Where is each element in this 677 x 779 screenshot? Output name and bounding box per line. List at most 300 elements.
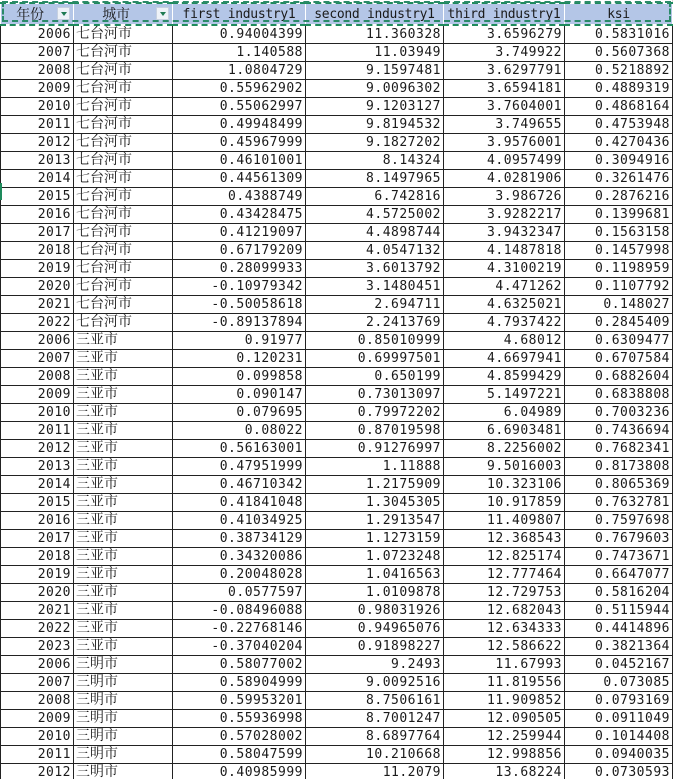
cell-second-industry[interactable]: 1.1273159 [306,530,444,548]
cell-ksi[interactable]: 0.0793169 [565,692,673,710]
table-row [1,728,673,746]
header-city[interactable] [74,3,173,25]
cell-year[interactable]: 2016 [1,206,74,224]
cell-second-industry[interactable]: 11.360328 [306,25,444,44]
table-row [1,494,673,512]
cell-ksi[interactable]: 0.8065369 [565,476,673,494]
cell-second-industry[interactable]: 0.98031926 [306,602,444,620]
cell-second-industry[interactable]: 1.2913547 [306,512,444,530]
header-label: ksi [607,6,630,22]
city-name: 七台河市 [76,44,132,60]
city-name: 三明市 [76,710,118,726]
cell-second-industry[interactable]: 0.73013097 [306,386,444,404]
cell-first-industry[interactable]: 0.41034925 [173,512,306,530]
cell-city[interactable] [74,188,173,206]
cell-city[interactable] [74,25,173,44]
table-row [1,98,673,116]
cell-second-industry[interactable]: 8.1497965 [306,170,444,188]
cell-city[interactable] [74,530,173,548]
cell-year[interactable]: 2009 [1,386,74,404]
city-name: 七台河市 [76,224,132,240]
cell-third-industry[interactable]: 11.819556 [444,674,565,692]
cell-ksi[interactable]: 0.5816204 [565,584,673,602]
cell-first-industry[interactable]: 0.59953201 [173,692,306,710]
cell-first-industry[interactable]: 0.55062997 [173,98,306,116]
cell-third-industry[interactable]: 12.634333 [444,620,565,638]
cell-ksi[interactable]: 0.6707584 [565,350,673,368]
table-row [1,710,673,728]
cell-ksi[interactable]: 0.1457998 [565,242,673,260]
cell-second-industry[interactable]: 9.0092516 [306,674,444,692]
cell-ksi[interactable]: 0.0730593 [565,764,673,779]
cell-third-industry[interactable]: 3.6297791 [444,62,565,80]
cell-year[interactable]: 2007 [1,44,74,62]
cell-second-industry[interactable]: 1.0109878 [306,584,444,602]
cell-second-industry[interactable]: 0.91276997 [306,440,444,458]
cell-third-industry[interactable]: 3.6596279 [444,25,565,44]
cell-second-industry[interactable]: 8.14324 [306,152,444,170]
cell-city[interactable] [74,152,173,170]
cell-first-industry[interactable]: 0.4388749 [173,188,306,206]
cell-city[interactable] [74,422,173,440]
cell-first-industry[interactable]: -0.08496088 [173,602,306,620]
cell-city[interactable] [74,206,173,224]
cell-city[interactable] [74,98,173,116]
cell-year[interactable]: 2019 [1,566,74,584]
cell-first-industry[interactable]: 0.57028002 [173,728,306,746]
cell-ksi[interactable]: 0.7003236 [565,404,673,422]
cell-first-industry[interactable]: 0.28099933 [173,260,306,278]
cell-second-industry[interactable]: 8.7506161 [306,692,444,710]
cell-year[interactable]: 2006 [1,25,74,44]
cell-third-industry[interactable]: 12.998856 [444,746,565,764]
cell-ksi[interactable]: 0.0452167 [565,656,673,674]
cell-ksi[interactable]: 0.1014408 [565,728,673,746]
cell-year[interactable]: 2008 [1,62,74,80]
cell-ksi[interactable]: 0.1107792 [565,278,673,296]
cell-ksi[interactable]: 0.8173808 [565,458,673,476]
cell-ksi[interactable]: 0.5115944 [565,602,673,620]
cell-ksi[interactable]: 0.7436694 [565,422,673,440]
cell-second-industry[interactable]: 1.0723248 [306,548,444,566]
city-name: 三亚市 [76,422,118,438]
cell-first-industry[interactable]: 0.45967999 [173,134,306,152]
cell-ksi[interactable]: 0.5831016 [565,25,673,44]
cell-city[interactable] [74,386,173,404]
cell-city[interactable] [74,656,173,674]
header-ksi[interactable] [565,3,673,25]
city-name: 三明市 [76,692,118,708]
cell-third-industry[interactable]: 11.409807 [444,512,565,530]
cell-year[interactable]: 2013 [1,152,74,170]
cell-ksi[interactable]: 0.3094916 [565,152,673,170]
cell-first-industry[interactable]: -0.10979342 [173,278,306,296]
city-name: 七台河市 [76,206,132,222]
filter-dropdown-icon[interactable] [57,7,70,20]
cell-year[interactable]: 2017 [1,530,74,548]
cell-second-industry[interactable]: 0.650199 [306,368,444,386]
cell-city[interactable] [74,494,173,512]
header-third-industry[interactable] [444,3,565,25]
cell-third-industry[interactable]: 9.5016003 [444,458,565,476]
cell-third-industry[interactable]: 6.6903481 [444,422,565,440]
cell-first-industry[interactable]: 0.120231 [173,350,306,368]
cell-third-industry[interactable]: 4.6697941 [444,350,565,368]
cell-first-industry[interactable]: 0.55936998 [173,710,306,728]
city-name: 七台河市 [76,296,132,312]
table-row [1,242,673,260]
cell-city[interactable] [74,296,173,314]
cell-second-industry[interactable]: 4.5725002 [306,206,444,224]
cell-third-industry[interactable]: 6.04989 [444,404,565,422]
cell-year[interactable]: 2011 [1,422,74,440]
cell-ksi[interactable]: 0.3261476 [565,170,673,188]
city-name: 三亚市 [76,602,118,618]
cell-ksi[interactable]: 0.4414896 [565,620,673,638]
cell-third-industry[interactable]: 10.323106 [444,476,565,494]
cell-city[interactable] [74,620,173,638]
cell-ksi[interactable]: 0.1563158 [565,224,673,242]
cell-first-industry[interactable]: 0.58047599 [173,746,306,764]
cell-first-industry[interactable]: 0.46101001 [173,152,306,170]
cell-year[interactable]: 2015 [1,188,74,206]
header-row [1,3,673,25]
cell-year[interactable]: 2010 [1,404,74,422]
cell-first-industry[interactable]: 0.40985999 [173,764,306,779]
cell-ksi[interactable]: 0.2845409 [565,314,673,332]
cell-year[interactable]: 2014 [1,476,74,494]
city-name: 七台河市 [76,170,132,186]
cell-first-industry[interactable]: 0.55962902 [173,80,306,98]
cell-ksi[interactable]: 0.6647077 [565,566,673,584]
cell-year[interactable]: 2010 [1,728,74,746]
cell-city[interactable] [74,170,173,188]
cell-city[interactable] [74,458,173,476]
cell-ksi[interactable]: 0.7473671 [565,548,673,566]
cell-third-industry[interactable]: 3.6594181 [444,80,565,98]
cell-ksi[interactable]: 0.7679603 [565,530,673,548]
city-name: 七台河市 [76,278,132,294]
cell-third-industry[interactable]: 3.749655 [444,116,565,134]
cell-year[interactable]: 2007 [1,674,74,692]
cell-first-industry[interactable]: 0.20048028 [173,566,306,584]
cell-second-industry[interactable]: 0.79972202 [306,404,444,422]
cell-second-industry[interactable]: 1.2175909 [306,476,444,494]
cell-ksi[interactable]: 0.4753948 [565,116,673,134]
cell-year[interactable]: 2008 [1,692,74,710]
cell-second-industry[interactable]: 3.6013792 [306,260,444,278]
cell-city[interactable] [74,512,173,530]
cell-second-industry[interactable]: 4.4898744 [306,224,444,242]
cell-city[interactable] [74,476,173,494]
cell-second-industry[interactable]: 9.0096302 [306,80,444,98]
cell-second-industry[interactable]: 4.0547132 [306,242,444,260]
cell-first-industry[interactable]: 1.140588 [173,44,306,62]
table-row [1,476,673,494]
cell-ksi[interactable]: 0.1399681 [565,206,673,224]
city-name: 三亚市 [76,620,118,636]
cell-first-industry[interactable]: 0.49948499 [173,116,306,134]
cell-ksi[interactable]: 0.2876216 [565,188,673,206]
cell-ksi[interactable]: 0.3821364 [565,638,673,656]
cell-year[interactable]: 2018 [1,242,74,260]
cell-second-industry[interactable]: 9.1827202 [306,134,444,152]
cell-city[interactable] [74,566,173,584]
cell-ksi[interactable]: 0.073085 [565,674,673,692]
cell-third-industry[interactable]: 3.7604001 [444,98,565,116]
cell-ksi[interactable]: 0.6309477 [565,332,673,350]
cell-first-industry[interactable]: 0.58904999 [173,674,306,692]
cell-third-industry[interactable]: 3.9432347 [444,224,565,242]
cell-third-industry[interactable]: 12.368543 [444,530,565,548]
cell-city[interactable] [74,44,173,62]
cell-year[interactable]: 2015 [1,494,74,512]
cell-city[interactable] [74,314,173,332]
cell-first-industry[interactable]: 0.47951999 [173,458,306,476]
cell-ksi[interactable]: 0.6882604 [565,368,673,386]
cell-city[interactable] [74,404,173,422]
cell-ksi[interactable]: 0.4270436 [565,134,673,152]
cell-second-industry[interactable]: 8.7001247 [306,710,444,728]
cell-year[interactable]: 2017 [1,224,74,242]
cell-second-industry[interactable]: 3.1480451 [306,278,444,296]
cell-third-industry[interactable]: 12.729753 [444,584,565,602]
cell-ksi[interactable]: 0.4889319 [565,80,673,98]
table-row [1,404,673,422]
table-row [1,368,673,386]
city-name: 七台河市 [76,134,132,150]
cell-year[interactable]: 2010 [1,98,74,116]
cell-ksi[interactable]: 0.4868164 [565,98,673,116]
cell-second-industry[interactable]: 9.1203127 [306,98,444,116]
cell-ksi[interactable]: 0.148027 [565,296,673,314]
city-name: 三明市 [76,656,118,672]
cell-ksi[interactable]: 0.5607368 [565,44,673,62]
cell-first-industry[interactable]: 0.079695 [173,404,306,422]
cell-ksi[interactable]: 0.0940035 [565,746,673,764]
cell-second-industry[interactable]: 11.03949 [306,44,444,62]
cell-year[interactable]: 2022 [1,620,74,638]
cell-city[interactable] [74,440,173,458]
cell-second-industry[interactable]: 8.6897764 [306,728,444,746]
cell-city[interactable] [74,548,173,566]
city-name: 三亚市 [76,440,118,456]
cell-third-industry[interactable]: 13.68224 [444,764,565,779]
cell-third-industry[interactable]: 4.7937422 [444,314,565,332]
cell-city[interactable] [74,350,173,368]
cell-third-industry[interactable]: 3.9576001 [444,134,565,152]
cell-year[interactable]: 2018 [1,548,74,566]
cell-city[interactable] [74,674,173,692]
cell-first-industry[interactable]: 1.0804729 [173,62,306,80]
city-name: 七台河市 [76,26,132,42]
table-row [1,62,673,80]
cell-city[interactable] [74,116,173,134]
cell-year[interactable]: 2023 [1,638,74,656]
city-name: 三亚市 [76,476,118,492]
cell-first-industry[interactable]: 0.099858 [173,368,306,386]
cell-second-industry[interactable]: 2.694711 [306,296,444,314]
cell-year[interactable]: 2012 [1,440,74,458]
cell-ksi[interactable]: 0.7682341 [565,440,673,458]
cell-third-industry[interactable]: 4.6325021 [444,296,565,314]
cell-year[interactable]: 2009 [1,80,74,98]
cell-city[interactable] [74,278,173,296]
cell-city[interactable] [74,584,173,602]
cell-city[interactable] [74,728,173,746]
table-row [1,314,673,332]
cell-city[interactable] [74,692,173,710]
cell-city[interactable] [74,134,173,152]
cell-second-industry[interactable]: 1.3045305 [306,494,444,512]
cell-second-industry[interactable]: 0.69997501 [306,350,444,368]
cell-year[interactable]: 2021 [1,602,74,620]
cell-third-industry[interactable]: 5.1497221 [444,386,565,404]
cell-third-industry[interactable]: 4.3100219 [444,260,565,278]
cell-first-industry[interactable]: 0.56163001 [173,440,306,458]
cell-ksi[interactable]: 0.1198959 [565,260,673,278]
cell-third-industry[interactable]: 11.67993 [444,656,565,674]
header-second-industry[interactable] [306,3,444,25]
cell-third-industry[interactable]: 12.825174 [444,548,565,566]
cell-first-industry[interactable]: 0.08022 [173,422,306,440]
cell-second-industry[interactable]: 1.11888 [306,458,444,476]
cell-third-industry[interactable]: 12.090505 [444,710,565,728]
cell-first-industry[interactable]: 0.67179209 [173,242,306,260]
cell-city[interactable] [74,746,173,764]
table-row [1,530,673,548]
cell-year[interactable]: 2019 [1,260,74,278]
cell-ksi[interactable]: 0.7632781 [565,494,673,512]
cell-city[interactable] [74,80,173,98]
cell-year[interactable]: 2016 [1,512,74,530]
table-row [1,548,673,566]
city-name: 三亚市 [76,386,118,402]
cell-second-industry[interactable]: 6.742816 [306,188,444,206]
cell-third-industry[interactable]: 12.777464 [444,566,565,584]
cell-year[interactable]: 2013 [1,458,74,476]
city-name: 七台河市 [76,80,132,96]
cell-year[interactable]: 2012 [1,764,74,779]
cell-third-industry[interactable]: 12.586622 [444,638,565,656]
city-name: 三亚市 [76,530,118,546]
cell-first-industry[interactable]: 0.090147 [173,386,306,404]
cell-ksi[interactable]: 0.7597698 [565,512,673,530]
cell-first-industry[interactable]: 0.46710342 [173,476,306,494]
cell-city[interactable] [74,224,173,242]
cell-ksi[interactable]: 0.5218892 [565,62,673,80]
cell-year[interactable]: 2006 [1,332,74,350]
cell-ksi[interactable]: 0.6838808 [565,386,673,404]
cell-first-industry[interactable]: -0.37040204 [173,638,306,656]
cell-first-industry[interactable]: 0.34320086 [173,548,306,566]
cell-first-industry[interactable]: -0.22768146 [173,620,306,638]
cell-second-industry[interactable]: 1.0416563 [306,566,444,584]
table-row [1,458,673,476]
cell-first-industry[interactable]: 0.58077002 [173,656,306,674]
cell-year[interactable]: 2009 [1,710,74,728]
cell-first-industry[interactable]: 0.91977 [173,332,306,350]
cell-city[interactable] [74,260,173,278]
cell-third-industry[interactable]: 8.2256002 [444,440,565,458]
cell-year[interactable]: 2014 [1,170,74,188]
cell-city[interactable] [74,332,173,350]
cell-second-industry[interactable]: 9.1597481 [306,62,444,80]
cell-year[interactable]: 2008 [1,368,74,386]
cell-second-industry[interactable]: 9.8194532 [306,116,444,134]
cell-second-industry[interactable]: 9.2493 [306,656,444,674]
cell-third-industry[interactable]: 4.68012 [444,332,565,350]
cell-third-industry[interactable]: 4.0957499 [444,152,565,170]
city-name: 七台河市 [76,116,132,132]
cell-year[interactable]: 2011 [1,746,74,764]
cell-second-industry[interactable]: 0.91898227 [306,638,444,656]
city-name: 七台河市 [76,188,132,204]
cell-third-industry[interactable]: 12.259944 [444,728,565,746]
cell-third-industry[interactable]: 10.917859 [444,494,565,512]
cell-second-industry[interactable]: 0.87019598 [306,422,444,440]
cell-second-industry[interactable]: 0.94965076 [306,620,444,638]
cell-first-industry[interactable]: 0.44561309 [173,170,306,188]
cell-year[interactable]: 2007 [1,350,74,368]
cell-third-industry[interactable]: 11.909852 [444,692,565,710]
table-row [1,422,673,440]
cell-first-industry[interactable]: -0.50058618 [173,296,306,314]
cell-second-industry[interactable]: 11.2079 [306,764,444,779]
cell-year[interactable]: 2012 [1,134,74,152]
cell-year[interactable]: 2020 [1,584,74,602]
cell-first-industry[interactable]: 0.43428475 [173,206,306,224]
filter-dropdown-icon[interactable] [156,7,169,20]
header-year[interactable] [1,3,74,25]
cell-city[interactable] [74,62,173,80]
cell-first-industry[interactable]: 0.0577597 [173,584,306,602]
cell-year[interactable]: 2021 [1,296,74,314]
cell-ksi[interactable]: 0.0911049 [565,710,673,728]
cell-city[interactable] [74,242,173,260]
cell-third-industry[interactable]: 4.0281906 [444,170,565,188]
table-row [1,638,673,656]
city-name: 七台河市 [76,260,132,276]
cell-year[interactable]: 2006 [1,656,74,674]
cell-third-industry[interactable]: 3.749922 [444,44,565,62]
cell-first-industry[interactable]: 0.38734129 [173,530,306,548]
cell-city[interactable] [74,764,173,779]
cell-first-industry[interactable]: 0.94004399 [173,25,306,44]
cell-year[interactable]: 2020 [1,278,74,296]
cell-third-industry[interactable]: 12.682043 [444,602,565,620]
cell-third-industry[interactable]: 4.8599429 [444,368,565,386]
cell-city[interactable] [74,638,173,656]
cell-second-industry[interactable]: 2.2413769 [306,314,444,332]
cell-city[interactable] [74,710,173,728]
city-name: 三亚市 [76,404,118,420]
cell-city[interactable] [74,368,173,386]
header-first-industry[interactable] [173,3,306,25]
cell-third-industry[interactable]: 4.471262 [444,278,565,296]
cell-city[interactable] [74,602,173,620]
cell-first-industry[interactable]: -0.89137894 [173,314,306,332]
cell-first-industry[interactable]: 0.41841048 [173,494,306,512]
cell-year[interactable]: 2011 [1,116,74,134]
cell-year[interactable]: 2022 [1,314,74,332]
cell-third-industry[interactable]: 3.986726 [444,188,565,206]
cell-second-industry[interactable]: 10.210668 [306,746,444,764]
cell-first-industry[interactable]: 0.41219097 [173,224,306,242]
cell-third-industry[interactable]: 3.9282217 [444,206,565,224]
cell-second-industry[interactable]: 0.85010999 [306,332,444,350]
cell-third-industry[interactable]: 4.1487818 [444,242,565,260]
